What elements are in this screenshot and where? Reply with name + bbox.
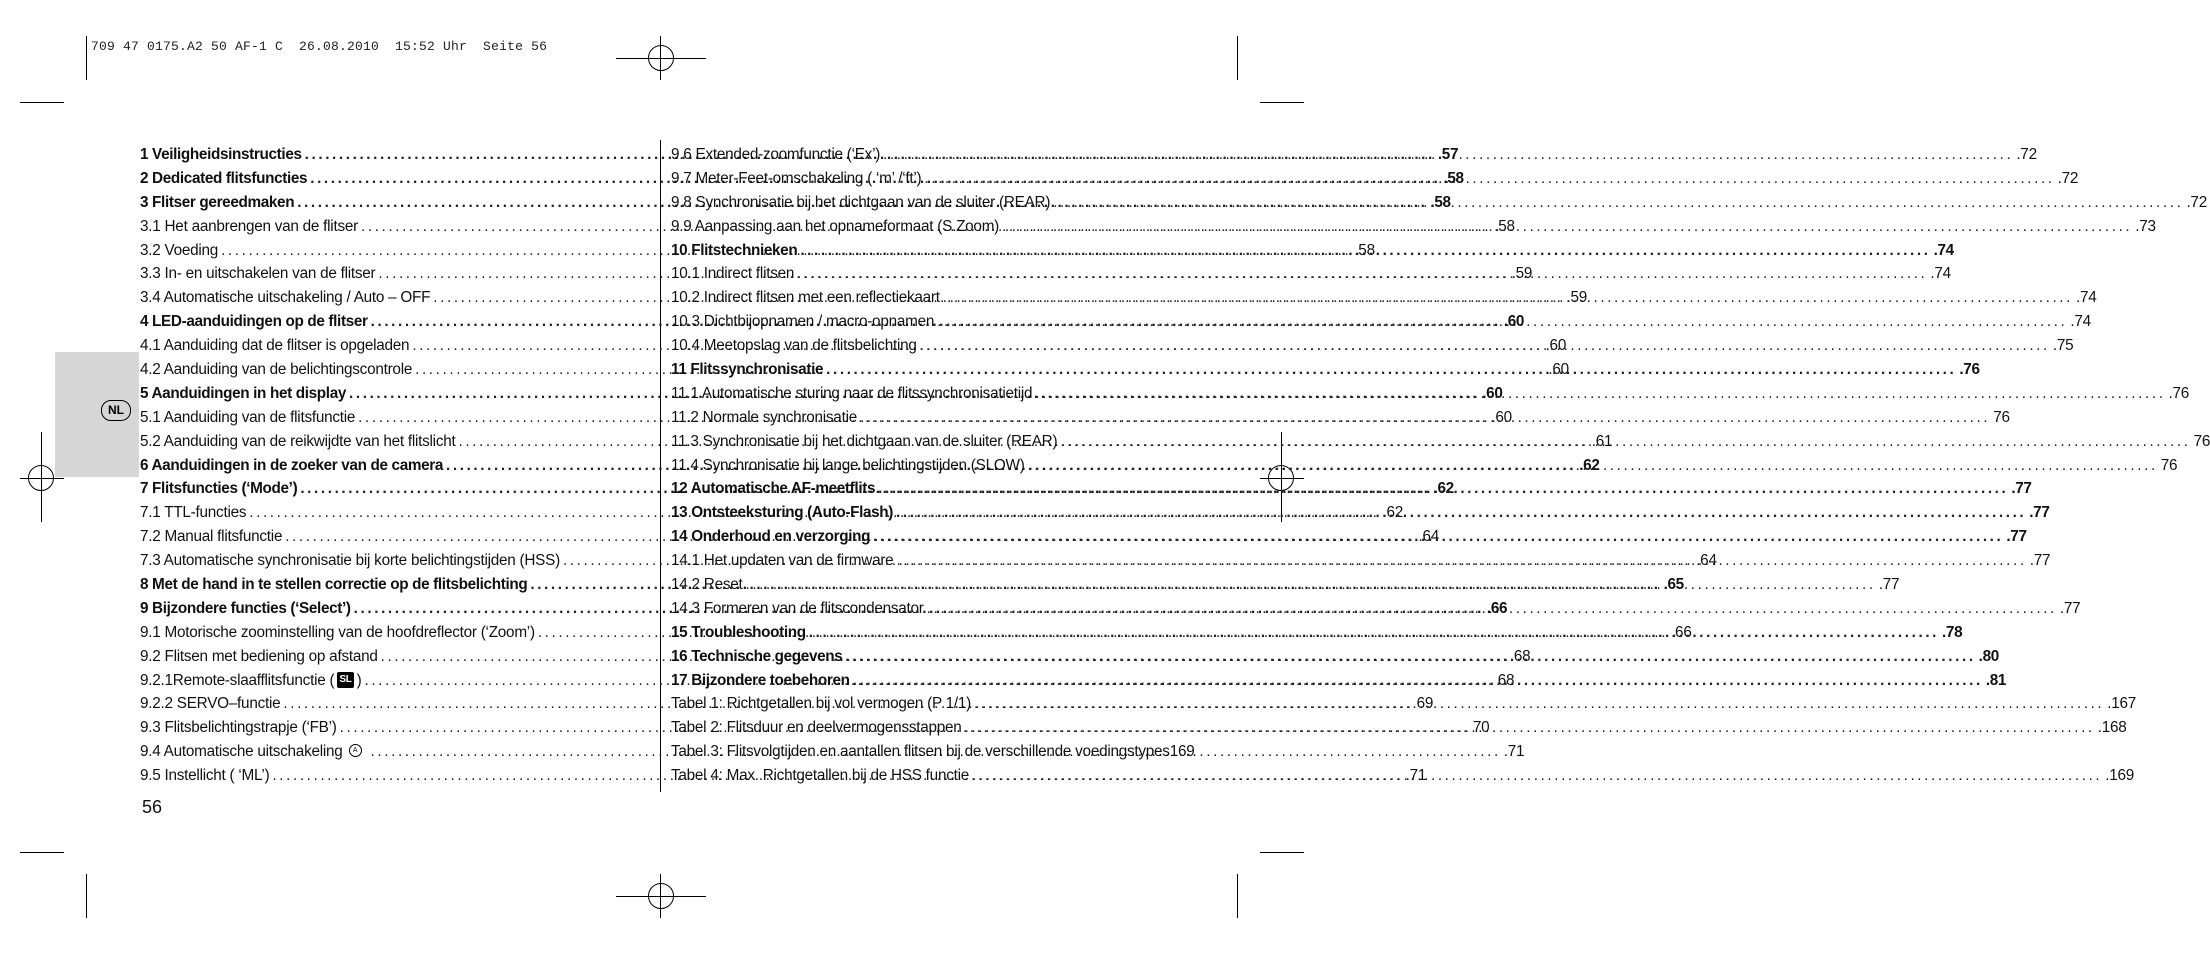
- toc-entry-page: .59: [1566, 289, 1588, 307]
- toc-entry-page: .65: [1663, 576, 1684, 594]
- dot-leader: [896, 501, 2026, 525]
- toc-entry-page: .58: [1494, 217, 1515, 235]
- toc-entry-title: 9 Bijzondere functies (‘Select’): [140, 599, 351, 617]
- toc-entry-title: 14.1 Het updaten van de firmware: [671, 552, 894, 570]
- dot-leader: [924, 167, 2054, 191]
- toc-entry-page: .60: [1503, 313, 1525, 331]
- toc-entry-title: Tabel 2: Flitsduur en deelvermogensstappen: [671, 719, 962, 737]
- toc-entry-page: .60: [1548, 361, 1569, 379]
- toc-entry-title: 16 Technische gegevens: [671, 647, 843, 665]
- toc-entry-page: 76: [1993, 408, 2010, 426]
- toc-entry-title: 3.2 Voeding: [140, 241, 219, 259]
- toc-entry-page: .167: [2107, 695, 2137, 713]
- toc-entry-title: Tabel 3: Flitsvolgtijden en aantallen flitsen bij de verschillende voedingstypes: [671, 743, 1170, 761]
- toc-entry-page: 70: [1472, 719, 1490, 737]
- dot-leader: [883, 143, 2013, 167]
- toc-entry-title: Tabel 4: Max. Richtgetallen bij de HSS functie: [671, 767, 970, 785]
- toc-entry-title: 11.3 Synchronisatie bij het dichtgaan van de sluiter (REAR): [671, 432, 1058, 450]
- toc-entry-title: 2 Dedicated flitsfuncties: [140, 169, 308, 187]
- toc-entry-page: .77: [2006, 528, 2027, 546]
- toc-entry-title: 9.9 Aanpassing aan het opnameformaat (S.Zoom): [671, 217, 1000, 235]
- toc-entry-title: 3.4 Automatische uitschakeling / Auto – OFF: [140, 289, 431, 307]
- toc-entry-title: 5.2 Aanduiding van de reikwijdte van het flitslicht: [140, 432, 456, 450]
- toc-entry-page: .74: [1933, 241, 1954, 259]
- toc-entry-page: .77: [2011, 480, 2032, 498]
- dot-leader: [853, 669, 1983, 693]
- toc-entry-title: 5.1 Aanduiding van de flitsfunctie: [140, 408, 356, 426]
- dot-leader: [797, 262, 1927, 286]
- crop-mark-top-left-horizontal: [20, 102, 64, 103]
- toc-entry-page: 76: [2160, 456, 2178, 474]
- dot-leader: [927, 597, 2057, 621]
- toc-entry-page: .72: [2057, 169, 2079, 187]
- toc-entry-title: Tabel 1: Richtgetallen bij vol vermogen (P 1/1): [671, 695, 972, 713]
- toc-entry-page: .77: [2029, 504, 2050, 522]
- toc-entry-page: .62: [1382, 504, 1404, 522]
- toc-entry-page: .75: [2052, 337, 2074, 355]
- toc-entry-page: .72: [2016, 146, 2037, 163]
- toc-entry-title: 10.2 Indirect flitsen met een reflectiekaart: [671, 289, 940, 307]
- toc-entry-title: 14 Onderhoud en verzorging: [671, 528, 871, 546]
- toc-entry-page: .168: [2097, 719, 2127, 737]
- toc-entry-page: .66: [1486, 599, 1508, 617]
- toc-entry-title: 9.8 Synchronisatie bij het dichtgaan van de sluiter (REAR): [671, 193, 1051, 211]
- toc-entry-page: .74: [2076, 289, 2097, 307]
- toc-entry-title: 11.2 Normale synchronisatie: [671, 408, 857, 426]
- dot-leader: [745, 573, 1875, 597]
- toc-entry-page: .60: [1491, 408, 1512, 426]
- toc-entry-title: 11.4 Synchronisatie bij lange belichtingstijden (SLOW): [671, 456, 1025, 474]
- toc-entry-page: .74: [2070, 313, 2091, 331]
- toc-entry-page: 76: [2193, 432, 2210, 450]
- toc-entry-title: 12 Automatische AF-meetflits: [671, 480, 876, 498]
- toc-entry-page: .58: [1430, 193, 1451, 211]
- dot-leader: [1035, 382, 2165, 406]
- toc-entry-page: .73: [2135, 217, 2156, 235]
- language-badge: NL: [101, 400, 131, 421]
- toc-entry-title: 7.2 Manual flitsfunctie: [140, 528, 283, 546]
- toc-entry-title: 7.1 TTL-functies: [140, 504, 247, 522]
- toc-entry-title: 4.1 Aanduiding dat de flitser is opgeladen: [140, 337, 410, 355]
- dot-leader: [937, 310, 2067, 334]
- toc-entry-page: .64: [1696, 552, 1717, 570]
- toc-entry-page: 169: [1169, 743, 1195, 761]
- crop-mark-top-right-horizontal: [1260, 102, 1304, 103]
- toc-entry-page: .71: [1503, 743, 1525, 761]
- toc-entry-title: 8 Met de hand in te stellen correctie op de flitsbelichting: [140, 576, 528, 594]
- toc-entry-page: .81: [1985, 671, 2007, 689]
- toc-entry-page: .62: [1579, 456, 1600, 474]
- dot-leader: [809, 621, 1939, 645]
- dot-leader: [860, 406, 1990, 430]
- toc-entry-page: .59: [1511, 265, 1533, 283]
- page-number: 56: [142, 797, 163, 817]
- toc-entry-title: 9.4 Automatische uitschakeling A: [140, 740, 368, 764]
- toc-entry-title: 10.3 Dichtbijopnamen / macro-opnamen: [671, 313, 935, 331]
- toc-entry-title: 9.3 Flitsbelichtingstrapje (‘FB’): [140, 719, 337, 737]
- toc-entry-title: 3 Flitser gereedmaken: [140, 193, 295, 211]
- toc-entry: [671, 740, 1195, 764]
- dot-leader: [873, 525, 2003, 549]
- toc-entry-title: 10.1 Indirect flitsen: [671, 265, 795, 283]
- toc-entry-page: .77: [2029, 552, 2051, 570]
- toc-entry-title: 9.7 Meter-Feet-omschakeling ( ‘m’ /‘ft’): [671, 169, 922, 187]
- toc-entry-page: 69: [1416, 695, 1434, 713]
- crop-mark-bottom-right-horizontal: [1260, 852, 1304, 853]
- toc-entry-page: 68: [1513, 647, 1531, 665]
- toc-entry-page: .78: [1942, 623, 1963, 641]
- crop-mark-top-right-vertical: [1237, 36, 1238, 80]
- dot-leader: [1060, 430, 2190, 454]
- toc-entry-page: .60: [1545, 337, 1567, 355]
- toc-entry-title: 7.3 Automatische synchronisatie bij korte belichtingstijden (HSS): [140, 552, 560, 570]
- auto-off-icon: A: [349, 744, 362, 757]
- toc-entry-title: 5 Aanduidingen in het display: [140, 384, 347, 402]
- toc-entry-page: .61: [1591, 432, 1613, 450]
- dot-leader: [972, 764, 2102, 788]
- toc-entry-page: .66: [1671, 623, 1692, 641]
- toc-entry-title: 9.1 Motorische zoominstelling van de hoofdreflector (‘Zoom’): [140, 623, 535, 641]
- toc-entry-title: 14.2 Reset: [671, 576, 743, 594]
- slave-mode-icon: SL: [337, 672, 353, 688]
- toc-entry-title: 1 Veiligheidsinstructies: [140, 146, 302, 163]
- toc-entry-page: .77: [1878, 576, 1900, 594]
- toc-entry-title: 13 Ontsteeksturing (Auto-Flash): [671, 504, 894, 522]
- crop-mark-bottom-right-vertical: [1237, 874, 1238, 918]
- toc-entry-title: 10.4 Meetopslag van de flitsbelichting: [671, 337, 917, 355]
- toc-entry-page: .71: [1405, 767, 1427, 785]
- toc-entry-page: .60: [1482, 384, 1503, 402]
- toc-entry-title: 15 Troubleshooting: [671, 623, 806, 641]
- dot-leader: [943, 286, 2073, 310]
- print-header: 709 47 0175.A2 50 AF-1 C 26.08.2010 15:52 Uhr Seite 56: [91, 39, 548, 54]
- toc-entry-title: 4.2 Aanduiding van de belichtingscontrole: [140, 361, 413, 379]
- toc-entry-title: 9.5 Instellicht ( ‘ML’): [140, 767, 270, 785]
- toc-entry-title: 11 Flitssynchronisatie: [671, 361, 824, 379]
- toc-entry-title: 11.1 Automatische sturing naar de flitssynchronisatietijd: [671, 384, 1033, 402]
- crop-mark-bottom-left-vertical: [86, 874, 87, 918]
- toc-entry-title: 3.1 Het aanbrengen van de flitser: [140, 217, 358, 235]
- toc-entry-title: 3.3 In- en uitschakelen van de flitser: [140, 265, 376, 283]
- toc-entry-page: .72: [2186, 193, 2207, 211]
- dot-leader: [826, 358, 1956, 382]
- dot-leader: [1053, 191, 2183, 215]
- toc-entry-page: .80: [1978, 647, 1999, 665]
- dot-leader: [965, 716, 2095, 740]
- toc-entry-title: 6 Aanduidingen in de zoeker van de camera: [140, 456, 444, 474]
- toc-entry-page: .57: [1437, 146, 1459, 163]
- toc-entry-title: 10 Flitstechnieken: [671, 241, 798, 259]
- toc-entry-title: 17 Bijzondere toebehoren: [671, 671, 850, 689]
- toc-entry-page: .74: [1930, 265, 1951, 283]
- toc-entry-title: 9.6 Extended-zoomfunctie (‘Ex’): [671, 146, 881, 163]
- dot-leader: [896, 549, 2026, 573]
- dot-leader: [1028, 454, 2158, 478]
- toc-entry-page: .169: [2105, 767, 2135, 785]
- toc-entry-title: 7 Flitsfuncties (‘Mode’): [140, 480, 298, 498]
- dot-leader: [974, 692, 2104, 716]
- toc-entry-page: 68: [1497, 671, 1515, 689]
- toc-entry-title: 9.2.1Remote-slaafflitsfunctie ( SL ): [140, 671, 362, 689]
- toc-entry-page: .58: [1443, 169, 1464, 187]
- toc-entry-title: 14.3 Formeren van de flitscondensator: [671, 599, 924, 617]
- toc-entry-page: .76: [2168, 384, 2190, 402]
- dot-leader: [845, 645, 1975, 669]
- toc-entry-page: .77: [2059, 599, 2081, 617]
- dot-leader: [878, 477, 2008, 501]
- toc-entry-title: 9.2.2 SERVO–functie: [140, 695, 281, 713]
- dot-leader: [800, 239, 1930, 263]
- crop-mark-top-left-vertical: [86, 36, 87, 80]
- toc-entry-page: .58: [1354, 241, 1375, 259]
- crop-mark-bottom-left-horizontal: [20, 852, 64, 853]
- toc-entry-title: 9.2 Flitsen met bediening op afstand: [140, 647, 378, 665]
- dot-leader: [1002, 215, 2132, 239]
- toc-entry-page: .76: [1959, 361, 1980, 379]
- toc-entry-page: .62: [1433, 480, 1454, 498]
- dot-leader: [920, 334, 2050, 358]
- toc-entry-title: 4 LED-aanduidingen op de flitser: [140, 313, 368, 331]
- toc-entry-page: .64: [1418, 528, 1439, 546]
